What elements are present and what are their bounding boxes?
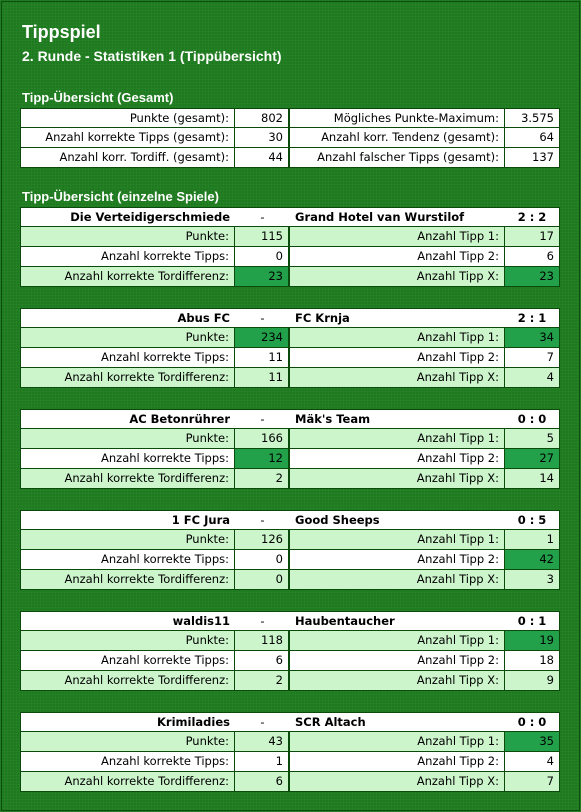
stat-value: 7 (505, 348, 560, 368)
stat-label: Anzahl Tipp 1: (290, 631, 505, 651)
stat-label: Anzahl Tipp X: (290, 772, 505, 792)
overview-row (20, 148, 560, 168)
game-header-row (20, 611, 560, 631)
home-team: waldis11 (20, 611, 235, 631)
game-table (20, 510, 560, 590)
stat-value: 11 (235, 368, 290, 388)
stat-label: Anzahl Tipp 1: (290, 227, 505, 247)
game-stat-row (20, 247, 560, 267)
game-stat-row (20, 752, 560, 772)
game-stat-row (20, 651, 560, 671)
stat-label: Anzahl korrekte Tipps: (20, 247, 235, 267)
stat-label: Anzahl korrekte Tordifferenz: (20, 671, 235, 691)
vs-dash: - (235, 611, 290, 631)
game-stat-row (20, 469, 560, 489)
stat-label: Anzahl korrekte Tordifferenz: (20, 469, 235, 489)
game-stat-row (20, 449, 560, 469)
stat-value: 3 (505, 570, 560, 590)
stat-label: Anzahl korrekte Tipps: (20, 752, 235, 772)
game-stat-row (20, 570, 560, 590)
stat-value: 1 (505, 530, 560, 550)
overview-value: 30 (235, 128, 290, 148)
page-title: Tippspiel (22, 22, 101, 42)
game-stat-row (20, 328, 560, 348)
stat-value: 43 (235, 732, 290, 752)
match-score: 0 : 5 (505, 510, 560, 530)
stat-value: 7 (505, 772, 560, 792)
vs-dash: - (235, 712, 290, 732)
overview-title: Tipp-Übersicht (Gesamt) (22, 90, 174, 105)
game-stat-row (20, 429, 560, 449)
stat-label: Anzahl korrekte Tordifferenz: (20, 267, 235, 287)
stat-value: 23 (505, 267, 560, 287)
stat-value: 126 (235, 530, 290, 550)
stat-label: Anzahl korrekte Tordifferenz: (20, 570, 235, 590)
stat-label: Anzahl Tipp 1: (290, 429, 505, 449)
stat-value: 17 (505, 227, 560, 247)
stat-value: 27 (505, 449, 560, 469)
stat-value: 34 (505, 328, 560, 348)
game-header-row (20, 207, 560, 227)
stat-label: Anzahl Tipp X: (290, 267, 505, 287)
game-table (20, 308, 560, 388)
stat-value: 1 (235, 752, 290, 772)
overview-label: Mögliches Punkte-Maximum: (290, 108, 505, 128)
away-team: Grand Hotel van Wurstilof (290, 207, 505, 227)
stat-value: 234 (235, 328, 290, 348)
stat-label: Anzahl Tipp X: (290, 368, 505, 388)
stat-value: 9 (505, 671, 560, 691)
vs-dash: - (235, 308, 290, 328)
stat-label: Anzahl korrekte Tipps: (20, 449, 235, 469)
page-subtitle: 2. Runde - Statistiken 1 (Tippübersicht) (22, 48, 282, 64)
game-header-row (20, 308, 560, 328)
stat-value: 2 (235, 671, 290, 691)
stat-label: Punkte: (20, 429, 235, 449)
away-team: Good Sheeps (290, 510, 505, 530)
stat-value: 118 (235, 631, 290, 651)
vs-dash: - (235, 207, 290, 227)
home-team: AC Betonrührer (20, 409, 235, 429)
stat-value: 23 (235, 267, 290, 287)
stat-label: Anzahl Tipp X: (290, 469, 505, 489)
game-stat-row (20, 368, 560, 388)
stat-value: 11 (235, 348, 290, 368)
stat-label: Punkte: (20, 732, 235, 752)
overview-label: Anzahl korr. Tordiff. (gesamt): (20, 148, 235, 168)
away-team: SCR Altach (290, 712, 505, 732)
overview-value: 64 (505, 128, 560, 148)
stat-value: 4 (505, 368, 560, 388)
stat-value: 0 (235, 247, 290, 267)
game-table (20, 712, 560, 792)
game-stat-row (20, 671, 560, 691)
vs-dash: - (235, 510, 290, 530)
stat-value: 6 (235, 651, 290, 671)
stat-label: Anzahl Tipp 2: (290, 247, 505, 267)
stat-label: Anzahl Tipp 2: (290, 449, 505, 469)
stat-label: Anzahl korrekte Tordifferenz: (20, 772, 235, 792)
stat-value: 14 (505, 469, 560, 489)
home-team: Abus FC (20, 308, 235, 328)
stat-value: 115 (235, 227, 290, 247)
stat-value: 19 (505, 631, 560, 651)
overview-label: Punkte (gesamt): (20, 108, 235, 128)
away-team: Haubentaucher (290, 611, 505, 631)
stat-label: Anzahl Tipp 1: (290, 530, 505, 550)
match-score: 0 : 0 (505, 712, 560, 732)
game-stat-row (20, 227, 560, 247)
home-team: Krimiladies (20, 712, 235, 732)
stat-label: Anzahl Tipp 1: (290, 732, 505, 752)
game-stat-row (20, 530, 560, 550)
vs-dash: - (235, 409, 290, 429)
game-header-row (20, 712, 560, 732)
overview-value: 44 (235, 148, 290, 168)
stat-value: 18 (505, 651, 560, 671)
game-stat-row (20, 550, 560, 570)
overview-table (20, 108, 560, 168)
match-score: 0 : 1 (505, 611, 560, 631)
stat-label: Punkte: (20, 328, 235, 348)
overview-value: 802 (235, 108, 290, 128)
stat-label: Punkte: (20, 631, 235, 651)
stat-value: 35 (505, 732, 560, 752)
overview-label: Anzahl korrekte Tipps (gesamt): (20, 128, 235, 148)
stat-label: Anzahl Tipp X: (290, 570, 505, 590)
away-team: Mäk's Team (290, 409, 505, 429)
overview-row (20, 128, 560, 148)
stat-label: Anzahl korrekte Tipps: (20, 550, 235, 570)
game-stat-row (20, 732, 560, 752)
match-score: 0 : 0 (505, 409, 560, 429)
stat-label: Anzahl Tipp 2: (290, 651, 505, 671)
stat-value: 6 (505, 247, 560, 267)
stat-label: Punkte: (20, 530, 235, 550)
game-header-row (20, 510, 560, 530)
stat-label: Anzahl Tipp X: (290, 671, 505, 691)
stat-value: 0 (235, 550, 290, 570)
stat-value: 5 (505, 429, 560, 449)
game-stat-row (20, 772, 560, 792)
stat-label: Anzahl korrekte Tordifferenz: (20, 368, 235, 388)
overview-value: 137 (505, 148, 560, 168)
stat-value: 42 (505, 550, 560, 570)
game-table (20, 409, 560, 489)
match-score: 2 : 1 (505, 308, 560, 328)
stat-label: Anzahl korrekte Tipps: (20, 651, 235, 671)
stat-label: Anzahl Tipp 2: (290, 752, 505, 772)
stat-label: Anzahl Tipp 1: (290, 328, 505, 348)
stat-value: 2 (235, 469, 290, 489)
stat-value: 6 (235, 772, 290, 792)
match-score: 2 : 2 (505, 207, 560, 227)
stat-value: 4 (505, 752, 560, 772)
overview-label: Anzahl falscher Tipps (gesamt): (290, 148, 505, 168)
home-team: Die Verteidigerschmiede (20, 207, 235, 227)
games-title: Tipp-Übersicht (einzelne Spiele) (22, 189, 219, 204)
stat-label: Punkte: (20, 227, 235, 247)
game-header-row (20, 409, 560, 429)
overview-value: 3.575 (505, 108, 560, 128)
stat-value: 0 (235, 570, 290, 590)
game-table (20, 207, 560, 287)
stat-value: 166 (235, 429, 290, 449)
game-table (20, 611, 560, 691)
stat-label: Anzahl korrekte Tipps: (20, 348, 235, 368)
overview-label: Anzahl korr. Tendenz (gesamt): (290, 128, 505, 148)
stat-label: Anzahl Tipp 2: (290, 550, 505, 570)
overview-row (20, 108, 560, 128)
game-stat-row (20, 267, 560, 287)
stat-label: Anzahl Tipp 2: (290, 348, 505, 368)
game-stat-row (20, 348, 560, 368)
home-team: 1 FC Jura (20, 510, 235, 530)
away-team: FC Krnja (290, 308, 505, 328)
game-stat-row (20, 631, 560, 651)
stat-value: 12 (235, 449, 290, 469)
